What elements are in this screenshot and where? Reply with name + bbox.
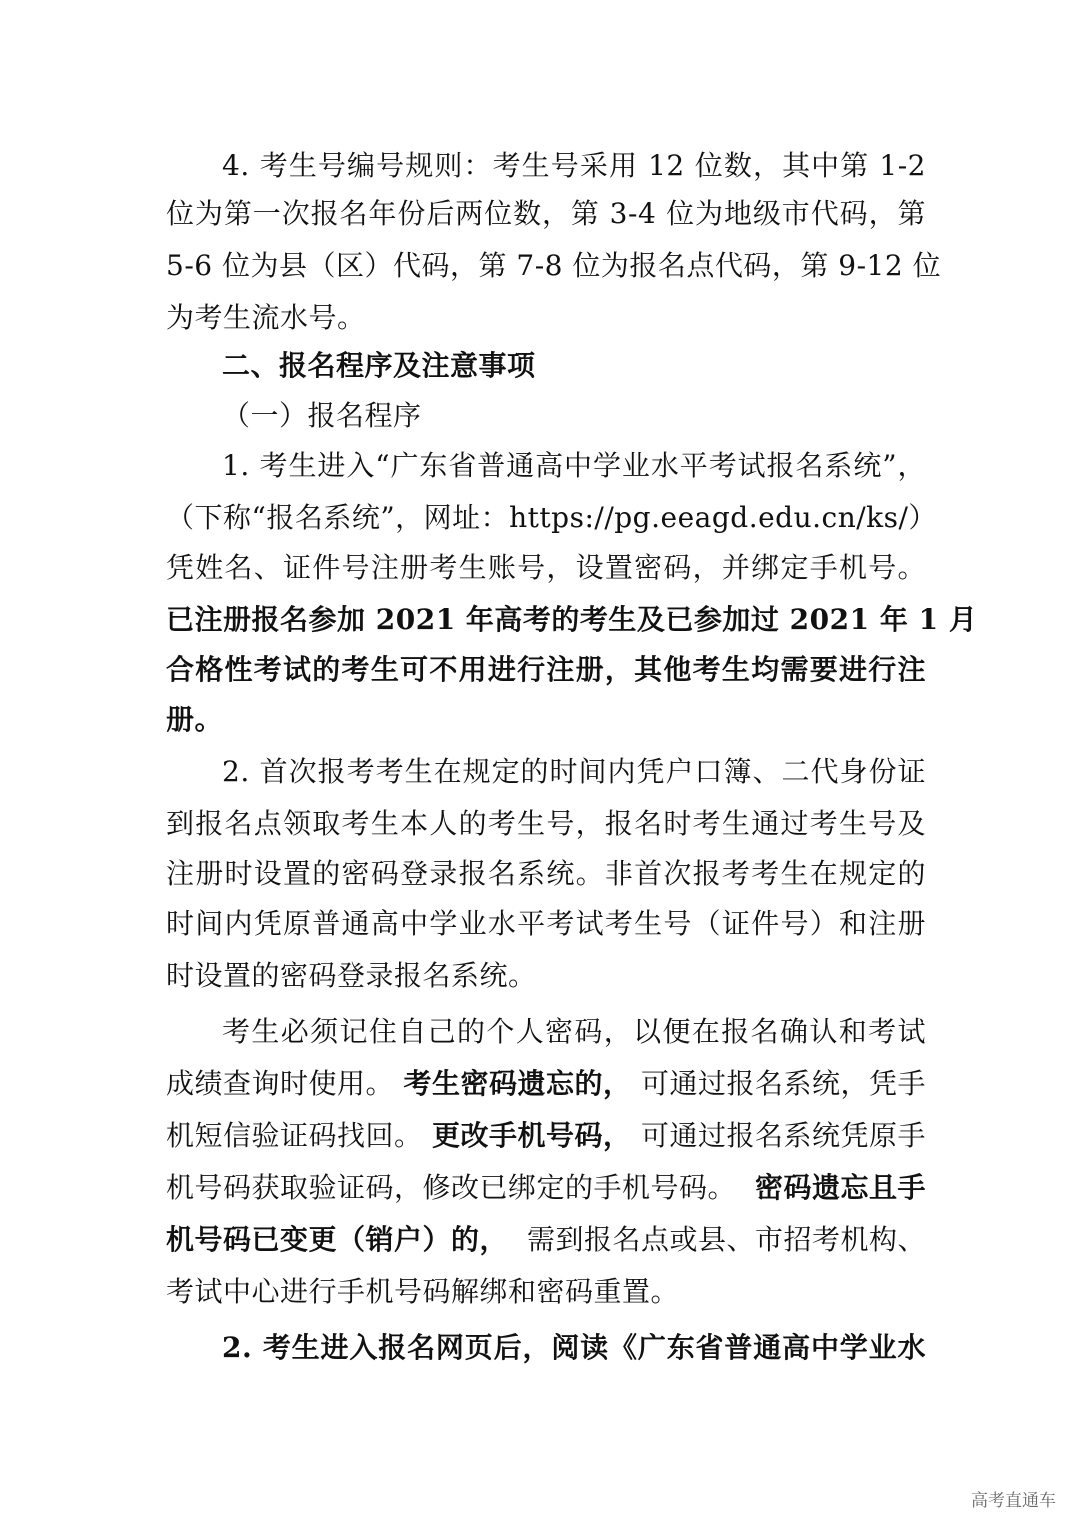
- paragraph-step1-bold-line-2: 合格性考试的考生可不用进行注册，其他考生均需要进行注: [166, 653, 926, 686]
- password-text-segment: 成绩查询时使用。: [166, 1067, 395, 1100]
- password-text-segment: 机号码获取验证码，修改已绑定的手机号码。: [166, 1171, 737, 1204]
- paragraph-exam-number-rule-line-2: 位为第一次报名年份后两位数，第 3-4 位为地级市代码，第: [166, 197, 926, 230]
- password-text-segment: 可通过报名系统凭原手: [640, 1119, 926, 1152]
- subsection-heading-procedure: （一）报名程序: [222, 399, 422, 432]
- password-text-segment: 机短信验证码找回。: [166, 1119, 423, 1152]
- paragraph-step1-line-1: 1. 考生进入“广东省普通高中学业水平考试报名系统”，: [222, 449, 926, 482]
- paragraph-exam-number-rule-line-1: 4. 考生号编号规则：考生号采用 12 位数，其中第 1-2: [222, 149, 926, 182]
- paragraph-step2-line-4: 时间内凭原普通高中学业水平考试考生号（证件号）和注册: [166, 907, 926, 940]
- paragraph-password-line-5: [166, 1220, 926, 1260]
- paragraph-password-line-2: [166, 1064, 926, 1104]
- password-text-segment: 可通过报名系统，凭手: [640, 1067, 926, 1100]
- paragraph-step1-line-2: （下称“报名系统”，网址：https://pg.eeagd.edu.cn/ks/）: [166, 501, 937, 534]
- paragraph-step2-line-5: 时设置的密码登录报名系统。: [166, 959, 537, 992]
- paragraph-step1-bold-line-3: 册。: [166, 703, 224, 736]
- paragraph-exam-number-rule-line-3: 5-6 位为县（区）代码，第 7-8 位为报名点代码，第 9-12 位: [166, 249, 942, 282]
- section-heading-registration: 二、报名程序及注意事项: [222, 349, 536, 382]
- paragraph-password-line-1: 考生必须记住自己的个人密码，以便在报名确认和考试: [222, 1015, 926, 1048]
- paragraph-step2-line-1: 2. 首次报考考生在规定的时间内凭户口簿、二代身份证: [222, 755, 926, 788]
- paragraph-step1-line-3: 凭姓名、证件号注册考生账号，设置密码，并绑定手机号。: [166, 551, 926, 584]
- paragraph-password-line-6: 考试中心进行手机号码解绑和密码重置。: [166, 1275, 680, 1308]
- password-bold-segment: 密码遗忘且手: [754, 1171, 926, 1204]
- paragraph-step1-bold-line-1: 已注册报名参加 2021 年高考的考生及已参加过 2021 年 1 月: [166, 603, 978, 636]
- paragraph-password-line-3: [166, 1116, 926, 1156]
- password-bold-segment: 考生密码遗忘的，: [403, 1067, 632, 1100]
- paragraph-step2b-line-1: 2. 考生进入报名网页后，阅读《广东省普通高中学业水: [222, 1331, 926, 1364]
- password-bold-segment: 更改手机号码，: [431, 1119, 632, 1152]
- watermark-label: 高考直通车: [971, 1491, 1056, 1511]
- paragraph-exam-number-rule-line-4: 为考生流水号。: [166, 301, 366, 334]
- password-bold-segment: 机号码已变更（销户）的，: [166, 1223, 509, 1256]
- paragraph-step2-line-2: 到报名点领取考生本人的考生号，报名时考生通过考生号及: [166, 807, 926, 840]
- password-text-segment: 需到报名点或县、市招考机构、: [526, 1223, 926, 1256]
- paragraph-password-line-4: [166, 1168, 926, 1208]
- paragraph-step2-line-3: 注册时设置的密码登录报名系统。非首次报考考生在规定的: [166, 857, 926, 890]
